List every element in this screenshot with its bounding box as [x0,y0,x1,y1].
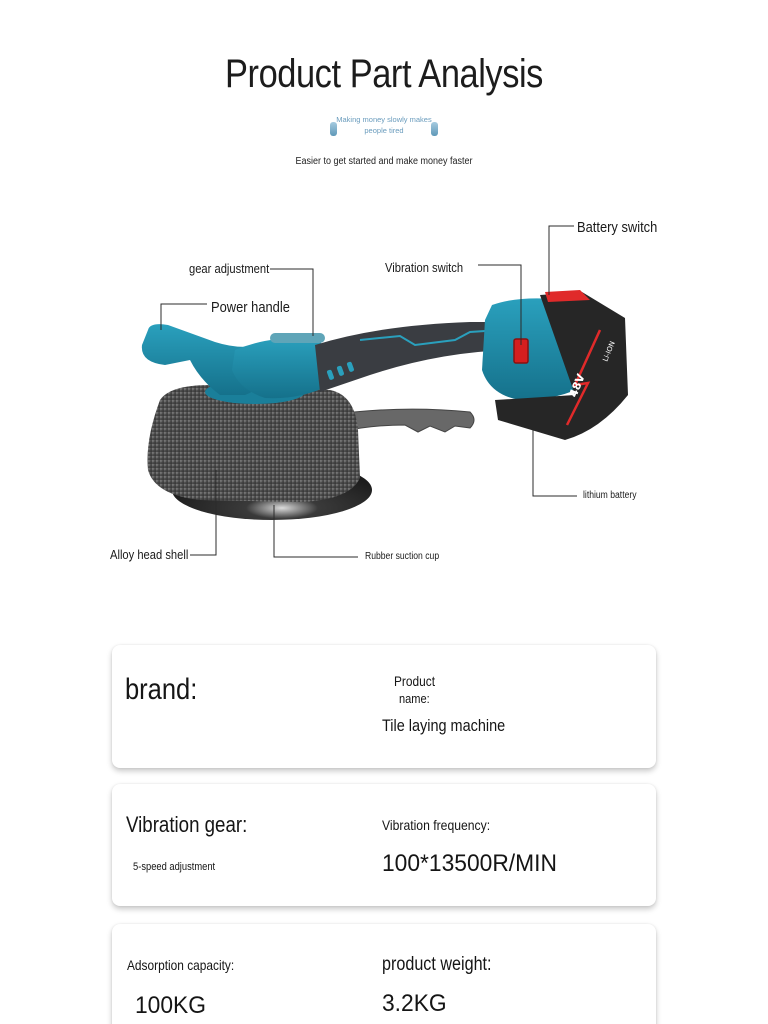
page-title: Product Part Analysis [225,52,543,96]
label-vibration-switch: Vibration switch [385,260,464,275]
label-lithium-battery: lithium battery [583,490,637,501]
label-alloy-head-shell: Alloy head shell [110,547,189,562]
label-gear-adjustment: gear adjustment [189,261,270,276]
brand-label: brand: [125,673,198,706]
vibration-gear-value: 5-speed adjustment [133,861,216,873]
label-power-handle: Power handle [211,299,290,316]
vibration-frequency-label: Vibration frequency: [382,817,491,833]
svg-text:Li-ION: Li-ION [601,340,617,363]
battery-voltage: 48V [566,372,588,400]
product-name-value: Tile laying machine [382,716,506,735]
product-name-label-1: Product [394,673,436,689]
subtitle: Easier to get started and make money faster [295,156,473,167]
product-weight-label: product weight: [382,954,492,975]
badge-line-2: people tired [364,126,404,135]
badge-line-1: Making money slowly makes [336,115,432,124]
vibration-frequency-value: 100*13500R/MIN [382,850,557,877]
vibration-gear-label: Vibration gear: [126,812,248,837]
spec-card-brand [112,645,656,768]
spec-card-vibration [112,784,656,906]
spec-card-capacity [112,924,656,1024]
product-weight-value: 3.2KG [382,990,447,1017]
label-battery-switch: Battery switch [577,219,658,236]
adsorption-capacity-label: Adsorption capacity: [127,957,235,973]
label-rubber-suction-cup: Rubber suction cup [365,551,440,562]
adsorption-capacity-value: 100KG [135,992,206,1019]
product-name-label-2: name: [399,691,430,706]
